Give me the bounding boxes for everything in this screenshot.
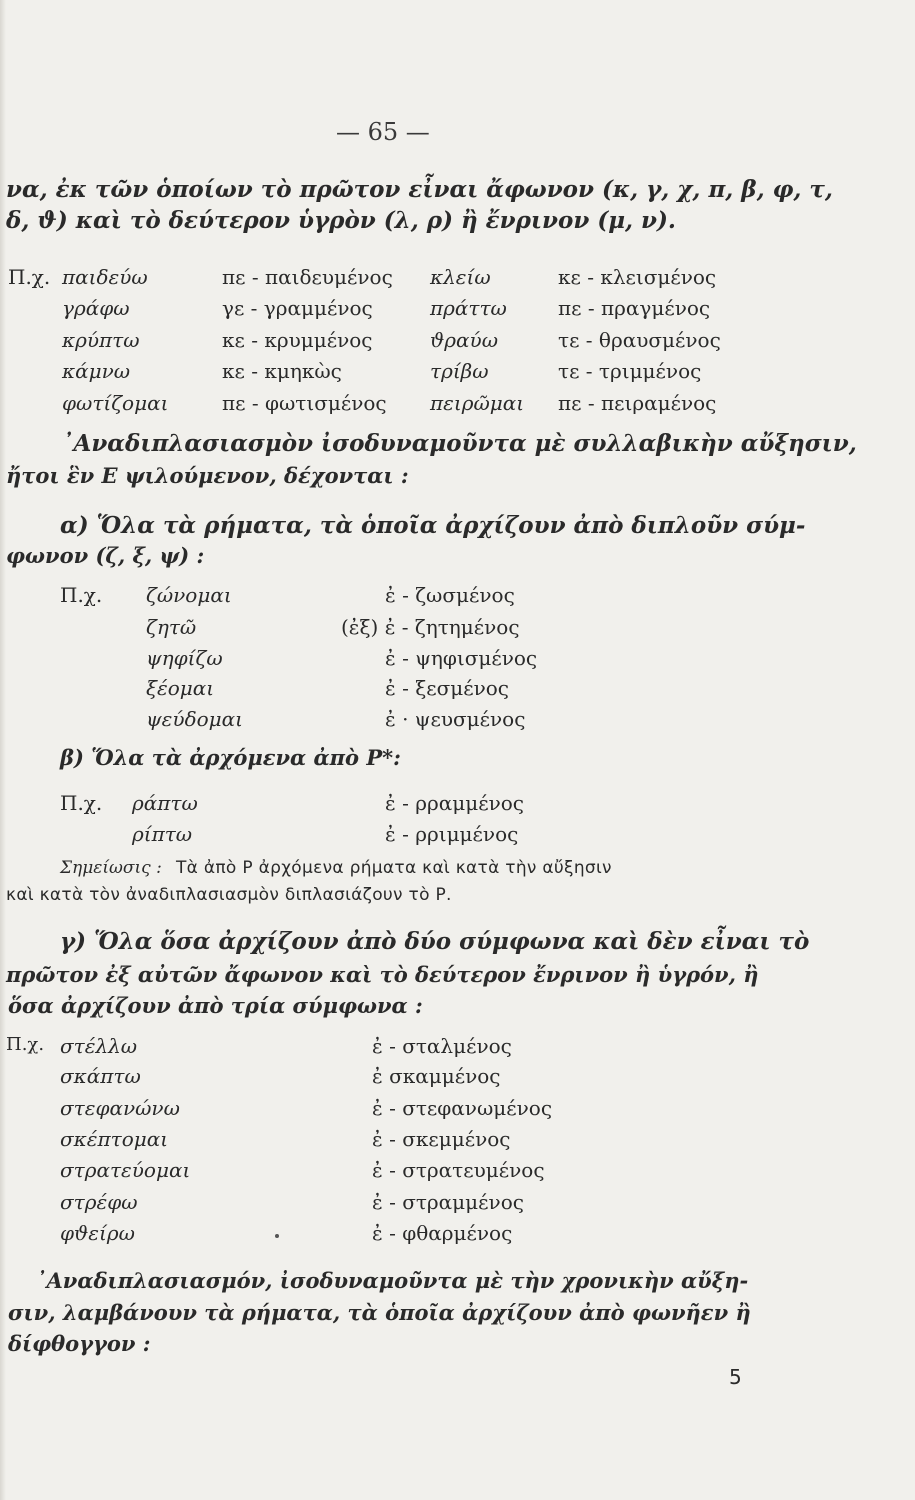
rule-paragraph-2-line-3: δίφθογγον : [8, 1331, 151, 1356]
verb-participle: ἐ - ψηφισμένος [385, 646, 538, 670]
verb-participle: ἐ σκαμμένος [372, 1064, 501, 1088]
rule-paragraph-1-line-2: ἤτοι ἓν Ε ψιλούμενον, δέχονται : [6, 463, 409, 488]
section-a-line-2: φωνον (ζ, ξ, ψ) : [6, 543, 205, 568]
intro-line-2: δ, ϑ) καὶ τὸ δεύτερον ὑγρὸν (λ, ρ) ἢ ἔνρινον (μ, ν). [6, 207, 676, 234]
verb-present: ρίπτω [132, 822, 193, 846]
footnote-line-1: Τὰ ἀπὸ Ρ ἀρχόμενα ρήματα καὶ κατὰ τὴν αὔξησιν [176, 858, 612, 878]
verb-participle: κε - κλεισμένος [558, 265, 717, 289]
stray-dot-mark [275, 1234, 279, 1238]
verb-participle: ἐ - στραμμένος [372, 1190, 524, 1214]
verb-present: φϑείρω [60, 1221, 135, 1245]
verb-participle: (ἐξ) ἐ - ζητημένος [341, 615, 520, 639]
page-number-bottom: 5 [729, 1365, 742, 1389]
example-label: Π.χ. [8, 265, 51, 289]
verb-participle: τε - τριμμένος [558, 359, 702, 383]
verb-present: ξέομαι [146, 676, 215, 700]
verb-participle: ἐ - ρριμμένος [385, 822, 519, 846]
verb-participle: πε - πραγμένος [558, 296, 711, 320]
verb-participle: τε - θραυσμένος [558, 328, 721, 352]
page-number-top: — 65 — [336, 118, 430, 146]
verb-present: στρατεύομαι [60, 1158, 191, 1182]
section-c-line-2: πρῶτον ἐξ αὐτῶν ἄφωνον καὶ τὸ δεύτερον ἔνρινον ἢ ὑγρόν, ἢ [6, 962, 759, 987]
verb-participle: ἐ - ρραμμένος [385, 791, 524, 815]
verb-present: ζώνομαι [146, 583, 232, 607]
example-label: Π.χ. [60, 583, 103, 607]
intro-line-1: να, ἐκ τῶν ὁποίων τὸ πρῶτον εἶναι ἄφωνον (κ, γ, χ, π, β, φ, τ, [6, 176, 833, 203]
verb-present: ϑραύω [430, 328, 499, 352]
section-c-line-3: ὅσα ἀρχίζουν ἀπὸ τρία σύμφωνα : [8, 993, 423, 1018]
verb-present: τρίβω [430, 359, 489, 383]
verb-present: ζητῶ [146, 615, 197, 639]
verb-present: σκάπτω [60, 1064, 141, 1088]
example-label: Π.χ. [6, 1034, 45, 1055]
footnote-line-2: καὶ κατὰ τὸν ἀναδιπλασιασμὸν διπλασιάζουν τὸ Ρ. [6, 885, 452, 905]
verb-participle: πε - παιδευμένος [222, 265, 393, 289]
verb-participle: γε - γραμμένος [222, 296, 373, 320]
rule-paragraph-2-line-1: ᾿Αναδιπλασιασμόν, ἰσοδυναμοῦντα μὲ τὴν χρονικὴν αὔξη- [36, 1268, 749, 1293]
verb-participle: ἐ - στεφανωμένος [372, 1096, 553, 1120]
verb-present: πειρῶμαι [430, 391, 525, 415]
verb-present: κρύπτω [62, 328, 140, 352]
section-b-heading: β) Ὅλα τὰ ἀρχόμενα ἀπὸ Ρ*: [60, 745, 401, 770]
verb-participle: ἐ - σκεμμένος [372, 1127, 511, 1151]
section-a-line-1: α) Ὅλα τὰ ρήματα, τὰ ὁποῖα ἀρχίζουν ἀπὸ διπλοῦν σύμ- [60, 512, 806, 539]
verb-present: κλείω [430, 265, 491, 289]
verb-participle: ἐ - ζωσμένος [385, 583, 515, 607]
verb-participle: ἐ - σταλμένος [372, 1034, 512, 1058]
verb-present: γράφω [62, 296, 130, 320]
verb-present: ράπτω [132, 791, 198, 815]
rule-paragraph-2-line-2: σιν, λαμβάνουν τὰ ρήματα, τὰ ὁποῖα ἀρχίζουν ἀπὸ φωνῆεν ἢ [8, 1300, 751, 1325]
verb-participle: ἐ · ψευσμένος [385, 707, 526, 731]
verb-present: στεφανώνω [60, 1096, 180, 1120]
verb-present: παιδεύω [62, 265, 148, 289]
verb-present: ψεύδομαι [146, 707, 244, 731]
section-c-line-1: γ) Ὅλα ὅσα ἀρχίζουν ἀπὸ δύο σύμφωνα καὶ δὲν εἶναι τὸ [60, 928, 810, 955]
verb-participle: ἐ - ξεσμένος [385, 676, 509, 700]
verb-present: στρέφω [60, 1190, 138, 1214]
footnote-label: Σημείωσις : [60, 858, 162, 878]
verb-present: σκέπτομαι [60, 1127, 169, 1151]
verb-present: φωτίζομαι [62, 391, 169, 415]
verb-participle: ἐ - φθαρμένος [372, 1221, 513, 1245]
example-label: Π.χ. [60, 791, 103, 815]
verb-participle: κε - κρυμμένος [222, 328, 373, 352]
verb-present: πράττω [430, 296, 507, 320]
verb-participle: πε - πειραμένος [558, 391, 717, 415]
verb-present: ψηφίζω [146, 646, 223, 670]
verb-participle: ἐ - στρατευμένος [372, 1158, 545, 1182]
verb-participle: κε - κμηκὼς [222, 359, 342, 383]
rule-paragraph-1-line-1: ᾿Αναδιπλασιασμὸν ἰσοδυναμοῦντα μὲ συλλαβικὴν αὔξησιν, [62, 430, 857, 457]
verb-present: κάμνω [62, 359, 131, 383]
verb-participle: πε - φωτισμένος [222, 391, 387, 415]
verb-present: στέλλω [60, 1034, 138, 1058]
